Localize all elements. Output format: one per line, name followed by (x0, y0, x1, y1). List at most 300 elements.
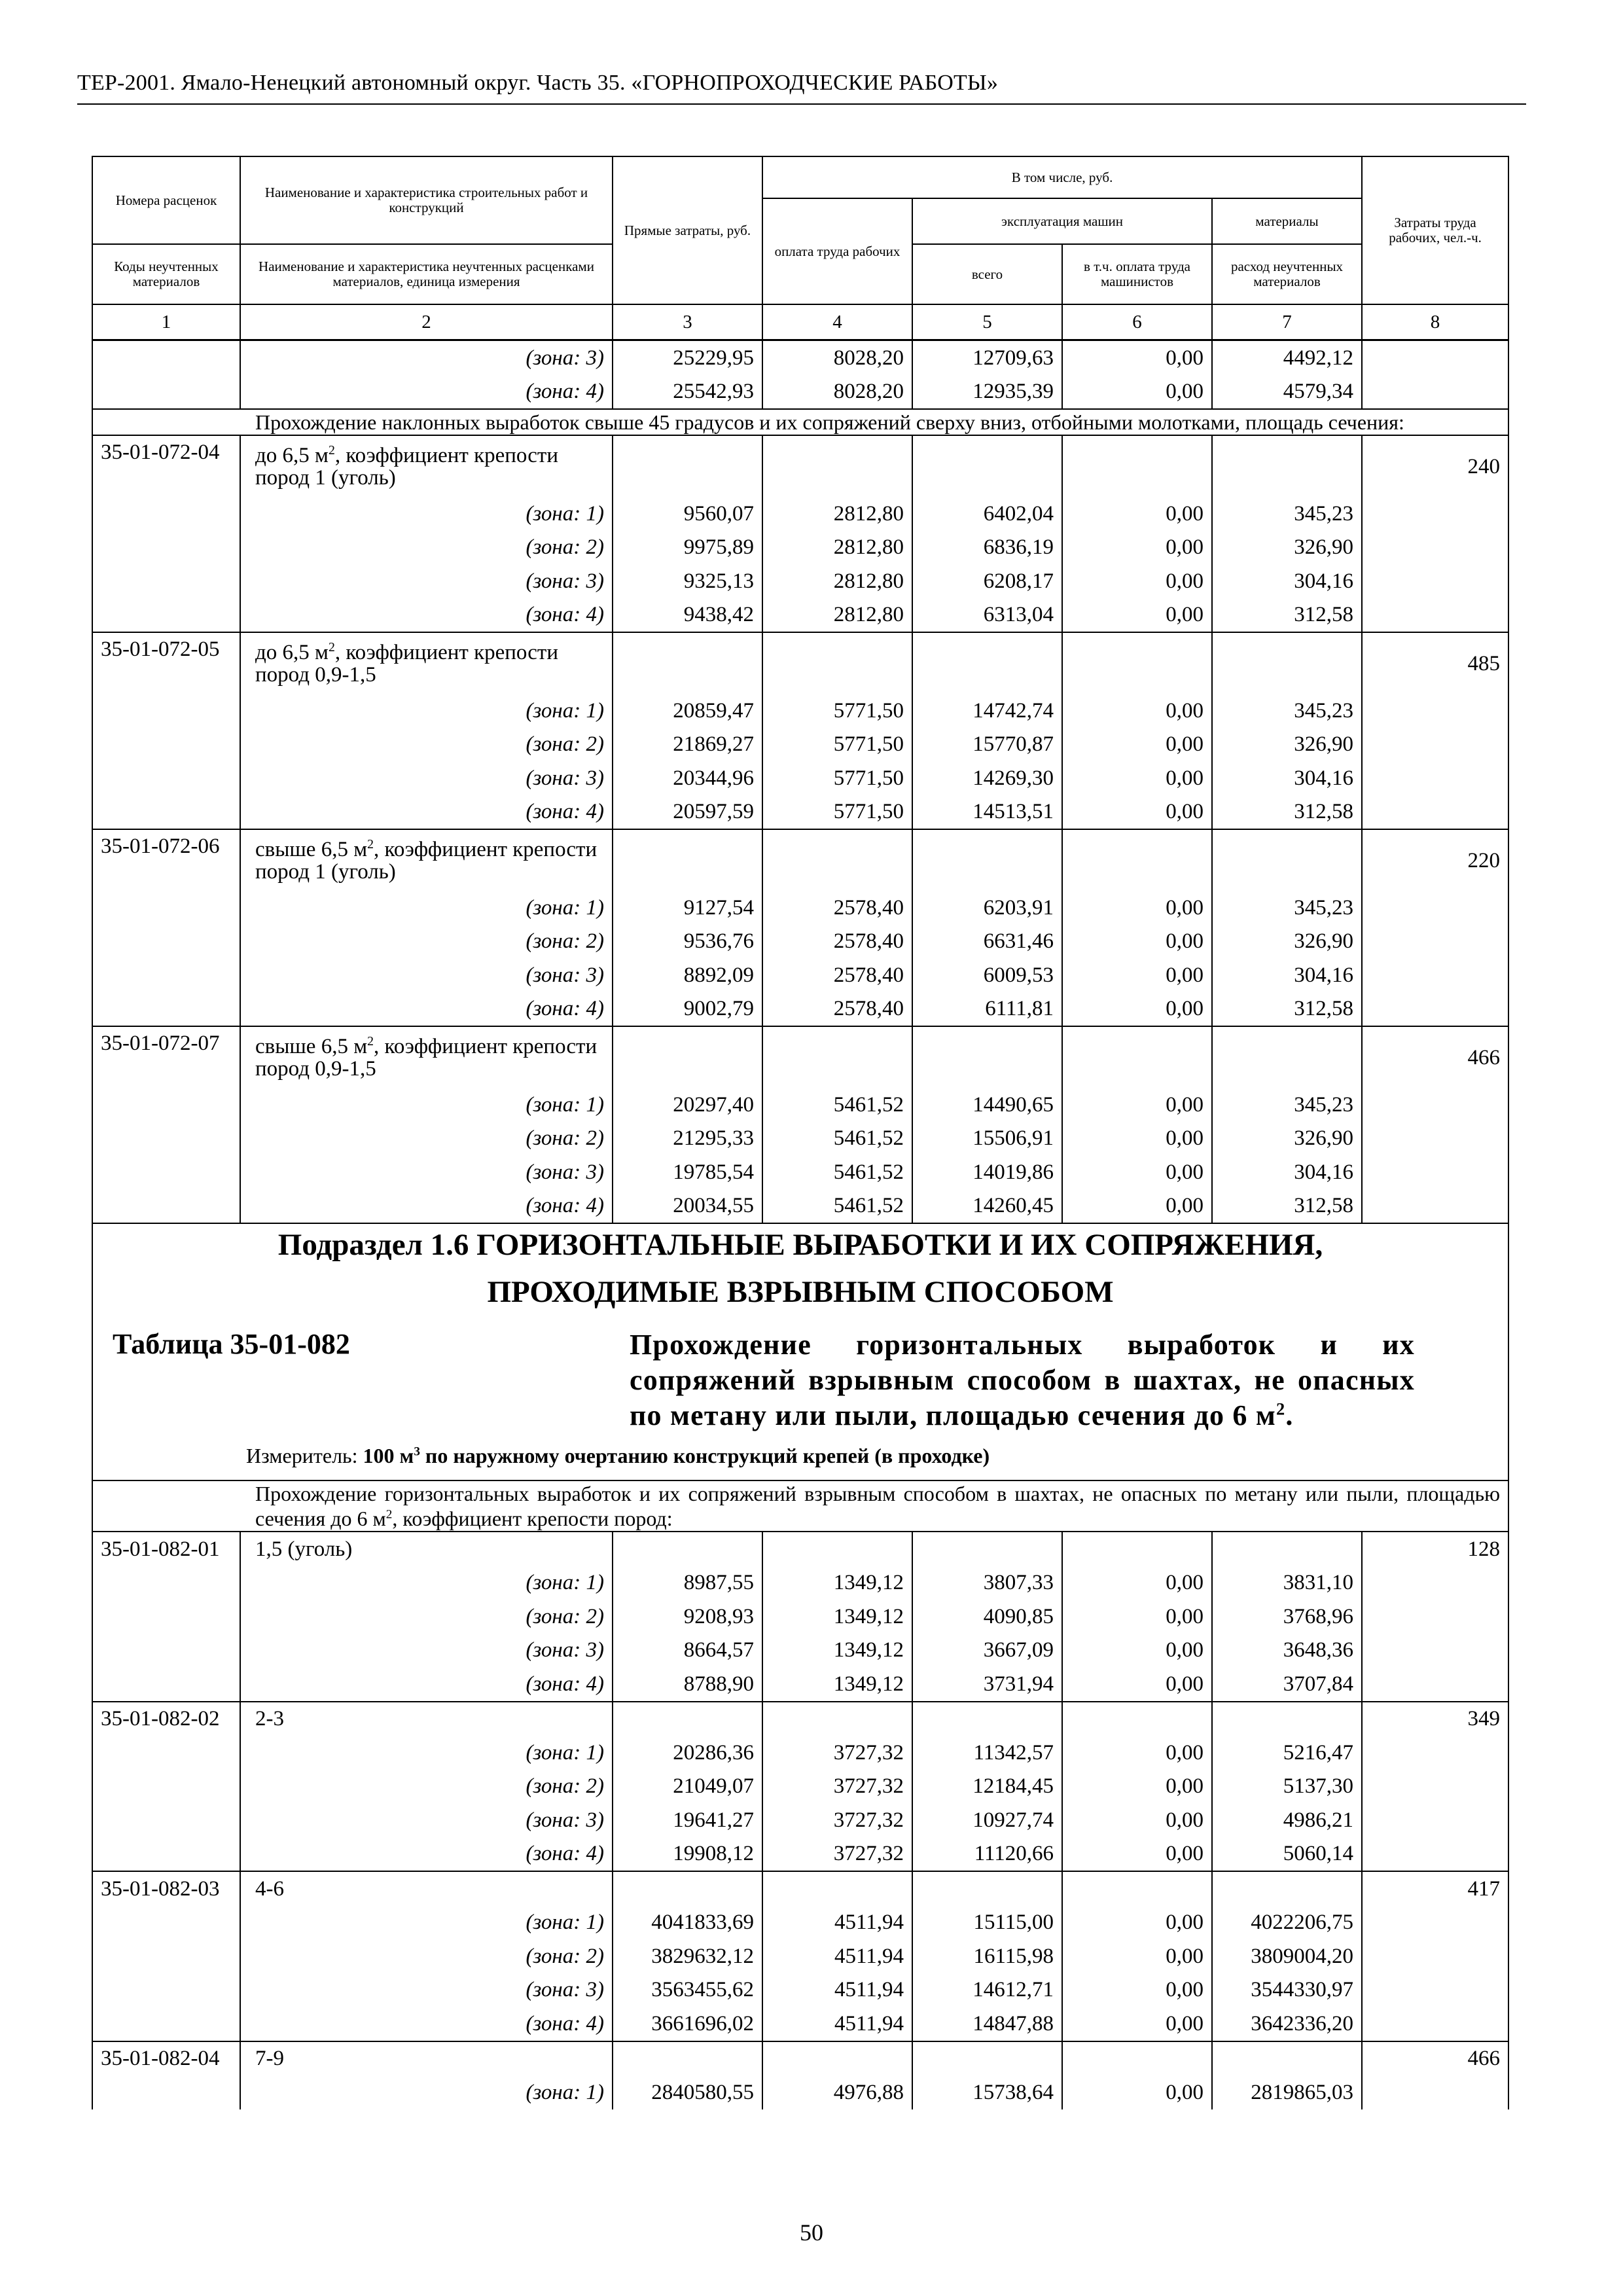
empty-cell (1362, 598, 1508, 633)
zone-label: (зона: 4) (240, 2007, 613, 2041)
empty-cell (92, 1189, 240, 1224)
value-cell: 2819865,03 (1212, 2075, 1362, 2109)
value-cell: 3809004,20 (1212, 1939, 1362, 1973)
value-cell: 0,00 (1062, 497, 1212, 531)
value-cell: 5216,47 (1212, 1736, 1362, 1770)
group-heading: Прохождение горизонтальных выработок и их сопряжений взрывным способом в шахтах, не опасных по метану или пыли, площадью сечения до 6 $м^2$, коэффициент крепости пород: (92, 1480, 1508, 1532)
empty-cell (1362, 2075, 1508, 2109)
empty-cell (1362, 795, 1508, 830)
value-cell: 21869,27 (613, 728, 762, 762)
subsection-block (92, 1223, 1508, 1480)
value-cell: 9438,42 (613, 598, 762, 633)
value-cell: 0,00 (1062, 1939, 1212, 1973)
zone-label: (зона: 2) (240, 1939, 613, 1973)
zone-row (92, 564, 1508, 598)
zone-row (92, 694, 1508, 728)
running-header: ТЕР-2001. Ямало-Ненецкий автономный округ. Часть 35. «ГОРНОПРОХОДЧЕСКИЕ РАБОТЫ» (77, 71, 1526, 105)
value-cell: 0,00 (1062, 1803, 1212, 1837)
value-cell: 0,00 (1062, 1973, 1212, 2007)
zone-row (92, 2007, 1508, 2041)
empty-cell (92, 1939, 240, 1973)
zone-label: (зона: 3) (240, 564, 613, 598)
value-cell: 6203,91 (912, 891, 1062, 925)
value-cell: 345,23 (1212, 497, 1362, 531)
value-cell: 15506,91 (912, 1122, 1062, 1156)
empty-cell (1362, 375, 1508, 410)
column-number: 7 (1212, 304, 1362, 340)
value-cell: 4511,94 (762, 2007, 912, 2041)
empty-cell (92, 728, 240, 762)
rate-code: 35-01-082-02 (92, 1702, 240, 1736)
empty-cell (762, 435, 912, 497)
empty-cell (92, 795, 240, 830)
value-cell: 345,23 (1212, 694, 1362, 728)
value-cell: 3667,09 (912, 1634, 1062, 1668)
value-cell: 8788,90 (613, 1667, 762, 1702)
empty-cell (92, 564, 240, 598)
value-cell: 2840580,55 (613, 2075, 762, 2109)
empty-cell (1062, 632, 1212, 694)
zone-label: (зона: 4) (240, 1667, 613, 1702)
empty-cell (1362, 1803, 1508, 1837)
value-cell: 0,00 (1062, 1155, 1212, 1189)
labor-value: 485 (1362, 632, 1508, 694)
value-cell: 20344,96 (613, 761, 762, 795)
value-cell: 6111,81 (912, 992, 1062, 1027)
value-cell: 0,00 (1062, 2075, 1212, 2109)
value-cell: 4090,85 (912, 1600, 1062, 1634)
value-cell: 0,00 (1062, 761, 1212, 795)
value-cell: 312,58 (1212, 992, 1362, 1027)
value-cell: 11120,66 (912, 1837, 1062, 1872)
value-cell: 4579,34 (1212, 375, 1362, 410)
labor-value: 466 (1362, 2041, 1508, 2076)
value-cell: 2578,40 (762, 958, 912, 992)
empty-cell (762, 632, 912, 694)
empty-cell (1362, 497, 1508, 531)
empty-cell (912, 1871, 1062, 1906)
value-cell: 25229,95 (613, 340, 762, 375)
value-cell: 312,58 (1212, 1189, 1362, 1224)
empty-cell (1062, 435, 1212, 497)
header-labor-costs: Затраты труда рабочих, чел.-ч. (1362, 156, 1508, 304)
empty-cell (1362, 891, 1508, 925)
empty-cell (1362, 1122, 1508, 1156)
empty-cell (1362, 1189, 1508, 1224)
rate-item-row (92, 632, 1508, 694)
value-cell: 19785,54 (613, 1155, 762, 1189)
empty-cell (92, 1566, 240, 1600)
value-cell: 16115,98 (912, 1939, 1062, 1973)
zone-label: (зона: 3) (240, 340, 613, 375)
rate-item-row (92, 1871, 1508, 1906)
rate-name: 7-9 (240, 2041, 613, 2076)
rate-item-row (92, 1026, 1508, 1088)
value-cell: 3768,96 (1212, 1600, 1362, 1634)
value-cell: 304,16 (1212, 958, 1362, 992)
value-cell: 9127,54 (613, 891, 762, 925)
empty-cell (1362, 564, 1508, 598)
value-cell: 8892,09 (613, 958, 762, 992)
empty-cell (92, 497, 240, 531)
empty-cell (912, 435, 1062, 497)
rates-table (92, 156, 1509, 2109)
value-cell: 345,23 (1212, 1088, 1362, 1122)
empty-cell (1212, 435, 1362, 497)
zone-label: (зона: 2) (240, 925, 613, 959)
value-cell: 2578,40 (762, 992, 912, 1027)
value-cell: 9975,89 (613, 531, 762, 565)
zone-row (92, 958, 1508, 992)
value-cell: 20597,59 (613, 795, 762, 830)
zone-label: (зона: 1) (240, 1566, 613, 1600)
zone-label: (зона: 1) (240, 694, 613, 728)
zone-row (92, 1803, 1508, 1837)
value-cell: 0,00 (1062, 1906, 1212, 1940)
zone-label: (зона: 3) (240, 1803, 613, 1837)
value-cell: 8028,20 (762, 375, 912, 410)
empty-cell (613, 632, 762, 694)
value-cell: 0,00 (1062, 1770, 1212, 1804)
empty-cell (1062, 829, 1212, 891)
header-materials: материалы (1212, 198, 1362, 244)
group-row-1 (92, 409, 1508, 435)
empty-cell (1362, 1973, 1508, 2007)
value-cell: 3544330,97 (1212, 1973, 1362, 2007)
labor-value: 128 (1362, 1532, 1508, 1566)
header-machinists-pay: в т.ч. оплата труда машинистов (1062, 244, 1212, 304)
empty-cell (1362, 1667, 1508, 1702)
zone-row (92, 375, 1508, 410)
rate-item-row (92, 1532, 1508, 1566)
empty-cell (762, 1702, 912, 1736)
value-cell: 4022206,75 (1212, 1906, 1362, 1940)
zone-row (92, 1122, 1508, 1156)
value-cell: 3829632,12 (613, 1939, 762, 1973)
empty-cell (1362, 1837, 1508, 1872)
empty-cell (92, 1600, 240, 1634)
rate-name: 4-6 (240, 1871, 613, 1906)
value-cell: 4986,21 (1212, 1803, 1362, 1837)
empty-cell (613, 1702, 762, 1736)
zone-row (92, 1634, 1508, 1668)
empty-cell (912, 829, 1062, 891)
rate-code: 35-01-082-01 (92, 1532, 240, 1566)
rate-code: 35-01-072-07 (92, 1026, 240, 1088)
value-cell: 0,00 (1062, 694, 1212, 728)
value-cell: 15770,87 (912, 728, 1062, 762)
value-cell: 0,00 (1062, 1634, 1212, 1668)
empty-cell (1362, 1939, 1508, 1973)
labor-value: 220 (1362, 829, 1508, 891)
empty-cell (1212, 632, 1362, 694)
value-cell: 3727,32 (762, 1736, 912, 1770)
value-cell: 6208,17 (912, 564, 1062, 598)
value-cell: 3807,33 (912, 1566, 1062, 1600)
empty-cell (1362, 728, 1508, 762)
empty-cell (1062, 1702, 1212, 1736)
empty-cell (1362, 1088, 1508, 1122)
zone-row (92, 2075, 1508, 2109)
value-cell: 0,00 (1062, 598, 1212, 633)
zone-label: (зона: 4) (240, 1189, 613, 1224)
zone-row (92, 992, 1508, 1027)
rate-name: 1,5 (уголь) (240, 1532, 613, 1566)
value-cell: 25542,93 (613, 375, 762, 410)
value-cell: 14019,86 (912, 1155, 1062, 1189)
empty-cell (1362, 1566, 1508, 1600)
empty-cell (1362, 761, 1508, 795)
zone-row (92, 1770, 1508, 1804)
value-cell: 5771,50 (762, 795, 912, 830)
zone-row (92, 1566, 1508, 1600)
value-cell: 9325,13 (613, 564, 762, 598)
value-cell: 15115,00 (912, 1906, 1062, 1940)
empty-cell (762, 2041, 912, 2076)
rate-name: до 6,5 $м^2$, коэффициент крепости пород 0,9-1,5 (240, 632, 613, 694)
group-heading: Прохождение наклонных выработок свыше 45 градусов и их сопряжений сверху вниз, отбойными молотками, площадь сечения: (92, 409, 1508, 435)
empty-cell (1212, 829, 1362, 891)
value-cell: 0,00 (1062, 1122, 1212, 1156)
value-cell: 11342,57 (912, 1736, 1062, 1770)
value-cell: 3727,32 (762, 1770, 912, 1804)
labor-value: 240 (1362, 435, 1508, 497)
value-cell: 8028,20 (762, 340, 912, 375)
value-cell: 14490,65 (912, 1088, 1062, 1122)
zone-row (92, 925, 1508, 959)
rate-item-row (92, 1702, 1508, 1736)
empty-cell (1362, 992, 1508, 1027)
column-number: 3 (613, 304, 762, 340)
column-number: 5 (912, 304, 1062, 340)
value-cell: 0,00 (1062, 375, 1212, 410)
value-cell: 4511,94 (762, 1906, 912, 1940)
value-cell: 4492,12 (1212, 340, 1362, 375)
value-cell: 0,00 (1062, 1736, 1212, 1770)
value-cell: 2812,80 (762, 598, 912, 633)
zone-row (92, 795, 1508, 830)
value-cell: 5771,50 (762, 694, 912, 728)
value-cell: 14612,71 (912, 1973, 1062, 2007)
value-cell: 0,00 (1062, 958, 1212, 992)
value-cell: 5461,52 (762, 1189, 912, 1224)
empty-cell (912, 1702, 1062, 1736)
value-cell: 20297,40 (613, 1088, 762, 1122)
subsection-title-line1: Подраздел 1.6 ГОРИЗОНТАЛЬНЫЕ ВЫРАБОТКИ И ИХ СОПРЯЖЕНИЯ, (277, 1228, 1323, 1262)
value-cell: 0,00 (1062, 2007, 1212, 2041)
empty-cell (1362, 340, 1508, 375)
zone-row (92, 1906, 1508, 1940)
column-number: 4 (762, 304, 912, 340)
value-cell: 14513,51 (912, 795, 1062, 830)
column-number: 6 (1062, 304, 1212, 340)
empty-cell (92, 1088, 240, 1122)
value-cell: 0,00 (1062, 1600, 1212, 1634)
value-cell: 1349,12 (762, 1634, 912, 1668)
value-cell: 1349,12 (762, 1566, 912, 1600)
empty-cell (762, 1532, 912, 1566)
value-cell: 6402,04 (912, 497, 1062, 531)
zone-label: (зона: 4) (240, 992, 613, 1027)
zone-label: (зона: 1) (240, 1906, 613, 1940)
empty-cell (1212, 1532, 1362, 1566)
rate-code: 35-01-072-06 (92, 829, 240, 891)
value-cell: 12709,63 (912, 340, 1062, 375)
empty-cell (1062, 1532, 1212, 1566)
empty-cell (1062, 1026, 1212, 1088)
value-cell: 3727,32 (762, 1837, 912, 1872)
value-cell: 304,16 (1212, 761, 1362, 795)
zone-label: (зона: 1) (240, 2075, 613, 2109)
zone-label: (зона: 4) (240, 795, 613, 830)
value-cell: 2812,80 (762, 564, 912, 598)
header-material-usage: расход неучтенных материалов (1212, 244, 1362, 304)
value-cell: 6009,53 (912, 958, 1062, 992)
empty-cell (92, 1973, 240, 2007)
header-work-name: Наименование и характеристика строительных работ и конструкций (240, 156, 613, 244)
zone-row (92, 531, 1508, 565)
header-direct-costs: Прямые затраты, руб. (613, 156, 762, 304)
empty-cell (92, 1770, 240, 1804)
empty-cell (92, 1155, 240, 1189)
table-code: Таблица 35-01-082 (113, 1328, 350, 1360)
zone-row (92, 1600, 1508, 1634)
empty-cell (1362, 1600, 1508, 1634)
value-cell: 326,90 (1212, 728, 1362, 762)
empty-cell (1212, 2041, 1362, 2076)
value-cell: 4511,94 (762, 1939, 912, 1973)
value-cell: 5461,52 (762, 1088, 912, 1122)
empty-cell (1362, 958, 1508, 992)
value-cell: 0,00 (1062, 1566, 1212, 1600)
empty-cell (762, 1026, 912, 1088)
empty-cell (92, 992, 240, 1027)
value-cell: 9536,76 (613, 925, 762, 959)
header-rate-number: Номера расценок (92, 156, 240, 244)
empty-cell (912, 1532, 1062, 1566)
empty-cell (92, 2075, 240, 2109)
value-cell: 3563455,62 (613, 1973, 762, 2007)
value-cell: 5771,50 (762, 761, 912, 795)
measurement-unit: Измеритель: 100 $м^3$ по наружному очертанию конструкций крепей (в проходке) (246, 1444, 990, 1467)
value-cell: 19641,27 (613, 1803, 762, 1837)
empty-cell (912, 1026, 1062, 1088)
value-cell: 3731,94 (912, 1667, 1062, 1702)
value-cell: 5060,14 (1212, 1837, 1362, 1872)
empty-cell (1362, 925, 1508, 959)
value-cell: 19908,12 (613, 1837, 762, 1872)
empty-cell (613, 1026, 762, 1088)
value-cell: 20859,47 (613, 694, 762, 728)
empty-cell (1362, 531, 1508, 565)
empty-cell (92, 694, 240, 728)
value-cell: 5461,52 (762, 1155, 912, 1189)
zone-label: (зона: 4) (240, 375, 613, 410)
value-cell: 15738,64 (912, 2075, 1062, 2109)
value-cell: 3831,10 (1212, 1566, 1362, 1600)
empty-cell (1362, 1155, 1508, 1189)
zone-label: (зона: 2) (240, 1600, 613, 1634)
value-cell: 0,00 (1062, 564, 1212, 598)
value-cell: 0,00 (1062, 992, 1212, 1027)
zone-row (92, 1837, 1508, 1872)
value-cell: 3661696,02 (613, 2007, 762, 2041)
value-cell: 0,00 (1062, 1088, 1212, 1122)
empty-cell (762, 1871, 912, 1906)
empty-cell (92, 1122, 240, 1156)
empty-cell (1362, 1770, 1508, 1804)
zone-row (92, 598, 1508, 633)
rate-item-row (92, 435, 1508, 497)
empty-cell (1362, 2007, 1508, 2041)
rate-name: свыше 6,5 $м^2$, коэффициент крепости пород 1 (уголь) (240, 829, 613, 891)
table-title: Прохождение горизонтальных выработок и их сопряжений взрывным способом в шахтах, не опасных по метану или пыли, площадью сечения до 6 $м^2$. (630, 1329, 1415, 1431)
value-cell: 312,58 (1212, 598, 1362, 633)
zone-row (92, 728, 1508, 762)
labor-value: 417 (1362, 1871, 1508, 1906)
empty-cell (1212, 1026, 1362, 1088)
zone-row (92, 1973, 1508, 2007)
empty-cell (92, 1634, 240, 1668)
value-cell: 21049,07 (613, 1770, 762, 1804)
value-cell: 20034,55 (613, 1189, 762, 1224)
rate-code: 35-01-082-03 (92, 1871, 240, 1906)
value-cell: 9002,79 (613, 992, 762, 1027)
column-number: 2 (240, 304, 613, 340)
value-cell: 326,90 (1212, 1122, 1362, 1156)
empty-cell (1212, 1871, 1362, 1906)
zone-label: (зона: 3) (240, 958, 613, 992)
rate-item-row (92, 829, 1508, 891)
empty-cell (613, 1532, 762, 1566)
value-cell: 5461,52 (762, 1122, 912, 1156)
empty-cell (92, 340, 240, 375)
header-machines: эксплуатация машин (912, 198, 1212, 244)
value-cell: 4041833,69 (613, 1906, 762, 1940)
value-cell: 5771,50 (762, 728, 912, 762)
empty-cell (912, 2041, 1062, 2076)
value-cell: 14269,30 (912, 761, 1062, 795)
column-number: 8 (1362, 304, 1508, 340)
zone-label: (зона: 2) (240, 531, 613, 565)
value-cell: 2578,40 (762, 925, 912, 959)
empty-cell (92, 925, 240, 959)
value-cell: 2812,80 (762, 531, 912, 565)
zone-label: (зона: 1) (240, 497, 613, 531)
value-cell: 14847,88 (912, 2007, 1062, 2041)
rate-code: 35-01-072-05 (92, 632, 240, 694)
value-cell: 0,00 (1062, 925, 1212, 959)
rate-name: 2-3 (240, 1702, 613, 1736)
value-cell: 20286,36 (613, 1736, 762, 1770)
header-workers-pay: оплата труда рабочих (762, 198, 912, 304)
value-cell: 4511,94 (762, 1973, 912, 2007)
value-cell: 0,00 (1062, 340, 1212, 375)
value-cell: 304,16 (1212, 1155, 1362, 1189)
zone-label: (зона: 3) (240, 1155, 613, 1189)
value-cell: 6313,04 (912, 598, 1062, 633)
value-cell: 5137,30 (1212, 1770, 1362, 1804)
empty-cell (1362, 1736, 1508, 1770)
zone-row (92, 497, 1508, 531)
value-cell: 3642336,20 (1212, 2007, 1362, 2041)
empty-cell (762, 829, 912, 891)
table-header (92, 156, 1508, 340)
value-cell: 345,23 (1212, 891, 1362, 925)
empty-cell (92, 375, 240, 410)
empty-cell (1062, 2041, 1212, 2076)
zone-label: (зона: 1) (240, 1736, 613, 1770)
